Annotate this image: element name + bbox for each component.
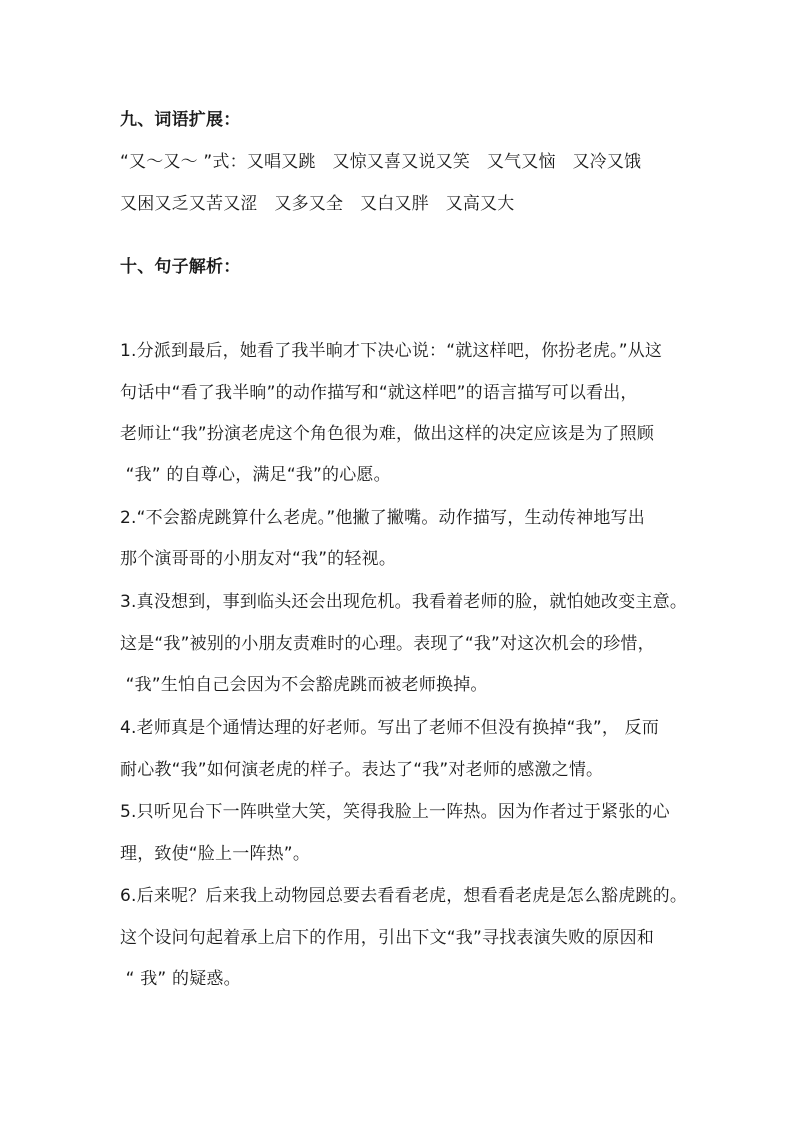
section-10-line-4: “我” 的自尊心，满足“我”的心愿。	[120, 465, 391, 485]
section-10-line-3: 老师让“我”扮演老虎这个角色很为难，做出这样的决定应该是为了照顾	[120, 424, 655, 444]
section-10-line-1: 1.分派到最后，她看了我半晌才下决心说：“就这样吧，你扮老虎。”从这	[120, 341, 663, 361]
section-10-line-16: “ 我” 的疑惑。	[120, 969, 241, 989]
section-10-line-15: 这个设问句起着承上启下的作用，引出下文“我”寻找表演失败的原因和	[120, 928, 655, 948]
section-10-line-8: 这是“我”被别的小朋友责难时的心理。表现了“我”对这次机会的珍惜，	[120, 634, 655, 654]
section-10-line-14: 6.后来呢？后来我上动物园总要去看看老虎，想看看老虎是怎么豁虎跳的。	[120, 886, 688, 906]
section-10-line-11: 耐心教“我”如何演老虎的样子。表达了“我”对老师的感激之情。	[120, 760, 604, 780]
section-10-line-2: 句话中“看了我半晌”的动作描写和“就这样吧”的语言描写可以看出，	[120, 383, 638, 403]
section-9-line-1: “又～又～ ”式：又唱又跳 又惊又喜又说又笑 又气又恼 又冷又饿	[120, 152, 642, 172]
section-10-line-6: 那个演哥哥的小朋友对“我”的轻视。	[120, 549, 397, 569]
section-10-line-12: 5.只听见台下一阵哄堂大笑，笑得我脸上一阵热。因为作者过于紧张的心	[120, 802, 670, 822]
section-10-line-10: 4.老师真是个通情达理的好老师。写出了老师不但没有换掉“我”， 反而	[120, 718, 660, 738]
section-10-line-13: 理，致使“脸上一阵热”。	[120, 844, 311, 864]
section-10-line-5: 2.“不会豁虎跳算什么老虎。”他撇了撇嘴。动作描写，生动传神地写出	[120, 508, 645, 528]
section-9-line-2: 又困又乏又苦又涩 又多又全 又白又胖 又高又大	[120, 194, 515, 214]
section-9-heading: 九、词语扩展：	[120, 110, 241, 130]
section-10-line-9: “我”生怕自己会因为不会豁虎跳而被老师换掉。	[120, 675, 488, 695]
section-10-line-7: 3.真没想到，事到临头还会出现危机。我看着老师的脸，就怕她改变主意。	[120, 592, 688, 612]
section-10-heading: 十、句子解析：	[120, 257, 241, 277]
